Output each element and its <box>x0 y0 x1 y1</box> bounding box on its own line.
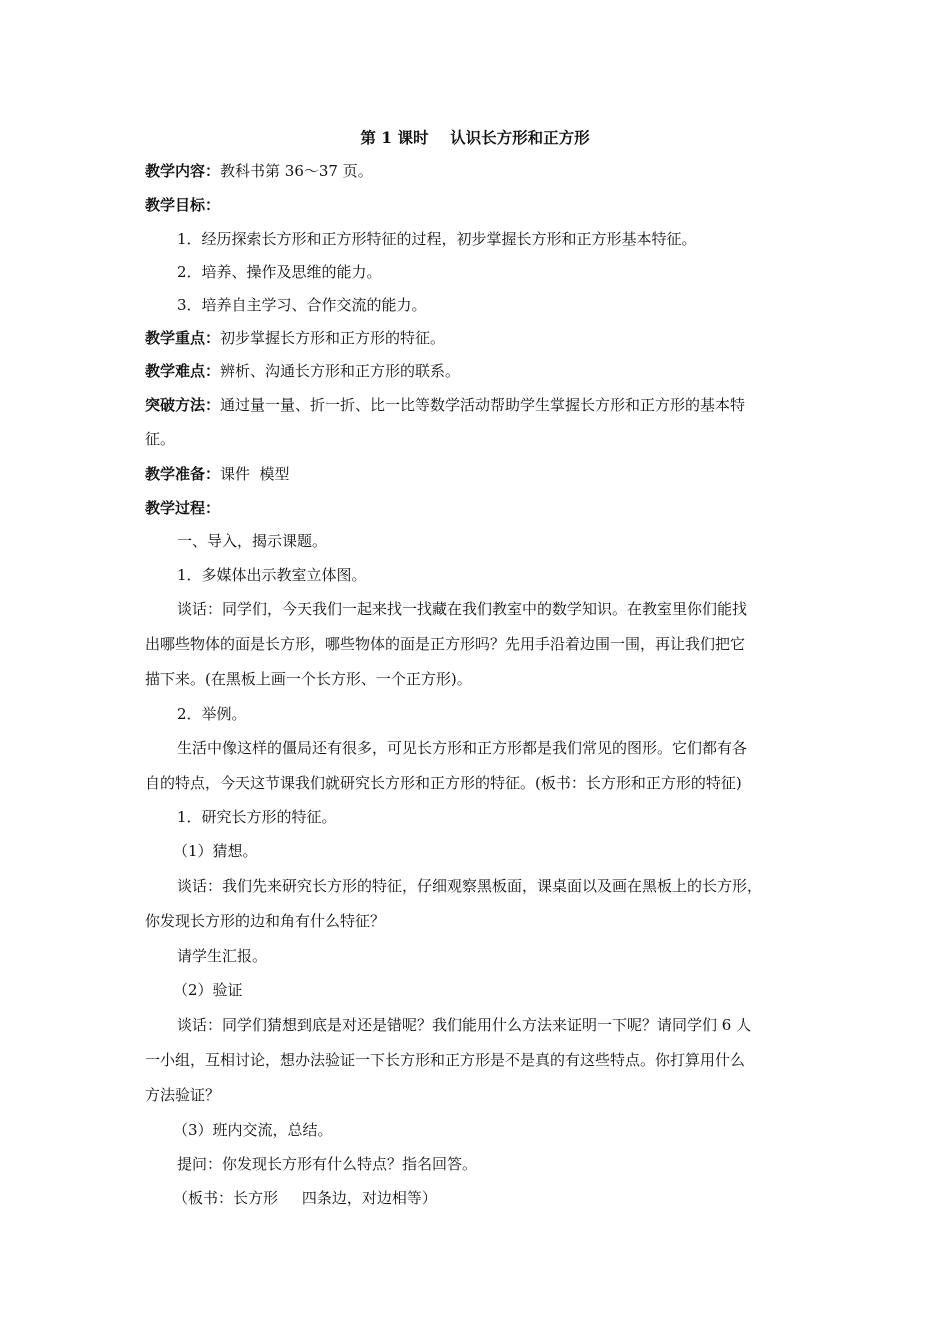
method-label: 突破方法： <box>145 396 221 414</box>
paragraph-line: 一小组，互相讨论，想办法验证一下长方形和正方形是不是真的有这些特点。你打算用什么 <box>145 1051 746 1069</box>
preparation <box>145 463 810 485</box>
paragraph-line: 你发现长方形的边和角有什么特征？ <box>145 912 386 930</box>
process-label: 教学过程： <box>145 499 221 517</box>
paragraph-line: 一、导入，揭示课题。 <box>177 532 328 550</box>
teaching-content-label: 教学内容： <box>145 162 221 180</box>
key-point-text: 初步掌握长方形和正方形的特征。 <box>220 329 446 347</box>
goal-item: 3．培养自主学习、合作交流的能力。 <box>177 296 427 314</box>
paragraph-line: 请学生汇报。 <box>177 947 268 965</box>
preparation-text: 课件 模型 <box>220 465 290 483</box>
paragraph-line: 谈话：同学们猜想到底是对还是错呢？我们能用什么方法来证明一下呢？请同学们 6 人 <box>177 1016 752 1034</box>
difficulty-text: 辨析、沟通长方形和正方形的联系。 <box>220 362 461 380</box>
teaching-content-text: 教科书第 36～37 页。 <box>220 162 373 180</box>
paragraph-line: （2）验证 <box>173 981 243 999</box>
paragraph-line: 自的特点，今天这节课我们就研究长方形和正方形的特征。(板书：长方形和正方形的特征) <box>145 774 742 792</box>
goal-item: 2．培养、操作及思维的能力。 <box>177 263 382 281</box>
paragraph-line: 1．研究长方形的特征。 <box>177 808 337 826</box>
paragraph-line: 谈话：我们先来研究长方形的特征，仔细观察黑板面，课桌面以及画在黑板上的长方形， <box>177 877 763 895</box>
paragraph-line: （板书：长方形 四条边，对边相等） <box>173 1189 437 1207</box>
goal-item: 1．经历探索长方形和正方形特征的过程，初步掌握长方形和正方形基本特征。 <box>177 230 697 248</box>
key-point-label: 教学重点： <box>145 329 221 347</box>
paragraph-line: 描下来。(在黑板上画一个长方形、一个正方形)。 <box>145 670 472 688</box>
paragraph-line: 谈话：同学们，今天我们一起来找一找藏在我们教室中的数学知识。在教室里你们能找 <box>177 600 748 618</box>
paragraph-line: 提问：你发现长方形有什么特点？指名回答。 <box>177 1155 478 1173</box>
paragraph-line: （3）班内交流，总结。 <box>173 1121 333 1139</box>
paragraph-line: 出哪些物体的面是长方形，哪些物体的面是正方形吗？先用手沿着边围一围，再让我们把它 <box>145 635 746 653</box>
difficulty <box>145 360 810 382</box>
key-point <box>145 327 810 349</box>
teaching-goals-label: 教学目标： <box>145 196 221 214</box>
paragraph-line: 1．多媒体出示教室立体图。 <box>177 566 367 584</box>
method <box>145 394 810 416</box>
paragraph-line: （1）猜想。 <box>173 842 258 860</box>
paragraph-line: 方法验证？ <box>145 1086 221 1104</box>
teaching-content <box>145 160 810 182</box>
difficulty-label: 教学难点： <box>145 362 221 380</box>
paragraph-line: 2．举例。 <box>177 705 247 723</box>
lesson-title: 第 1 课时 认识长方形和正方形 <box>360 128 590 147</box>
method-continued: 征。 <box>145 430 176 448</box>
preparation-label: 教学准备： <box>145 465 221 483</box>
method-text: 通过量一量、折一折、比一比等数学活动帮助学生掌握长方形和正方形的基本特 <box>220 396 746 414</box>
paragraph-line: 生活中像这样的僵局还有很多，可见长方形和正方形都是我们常见的图形。它们都有各 <box>177 739 748 757</box>
